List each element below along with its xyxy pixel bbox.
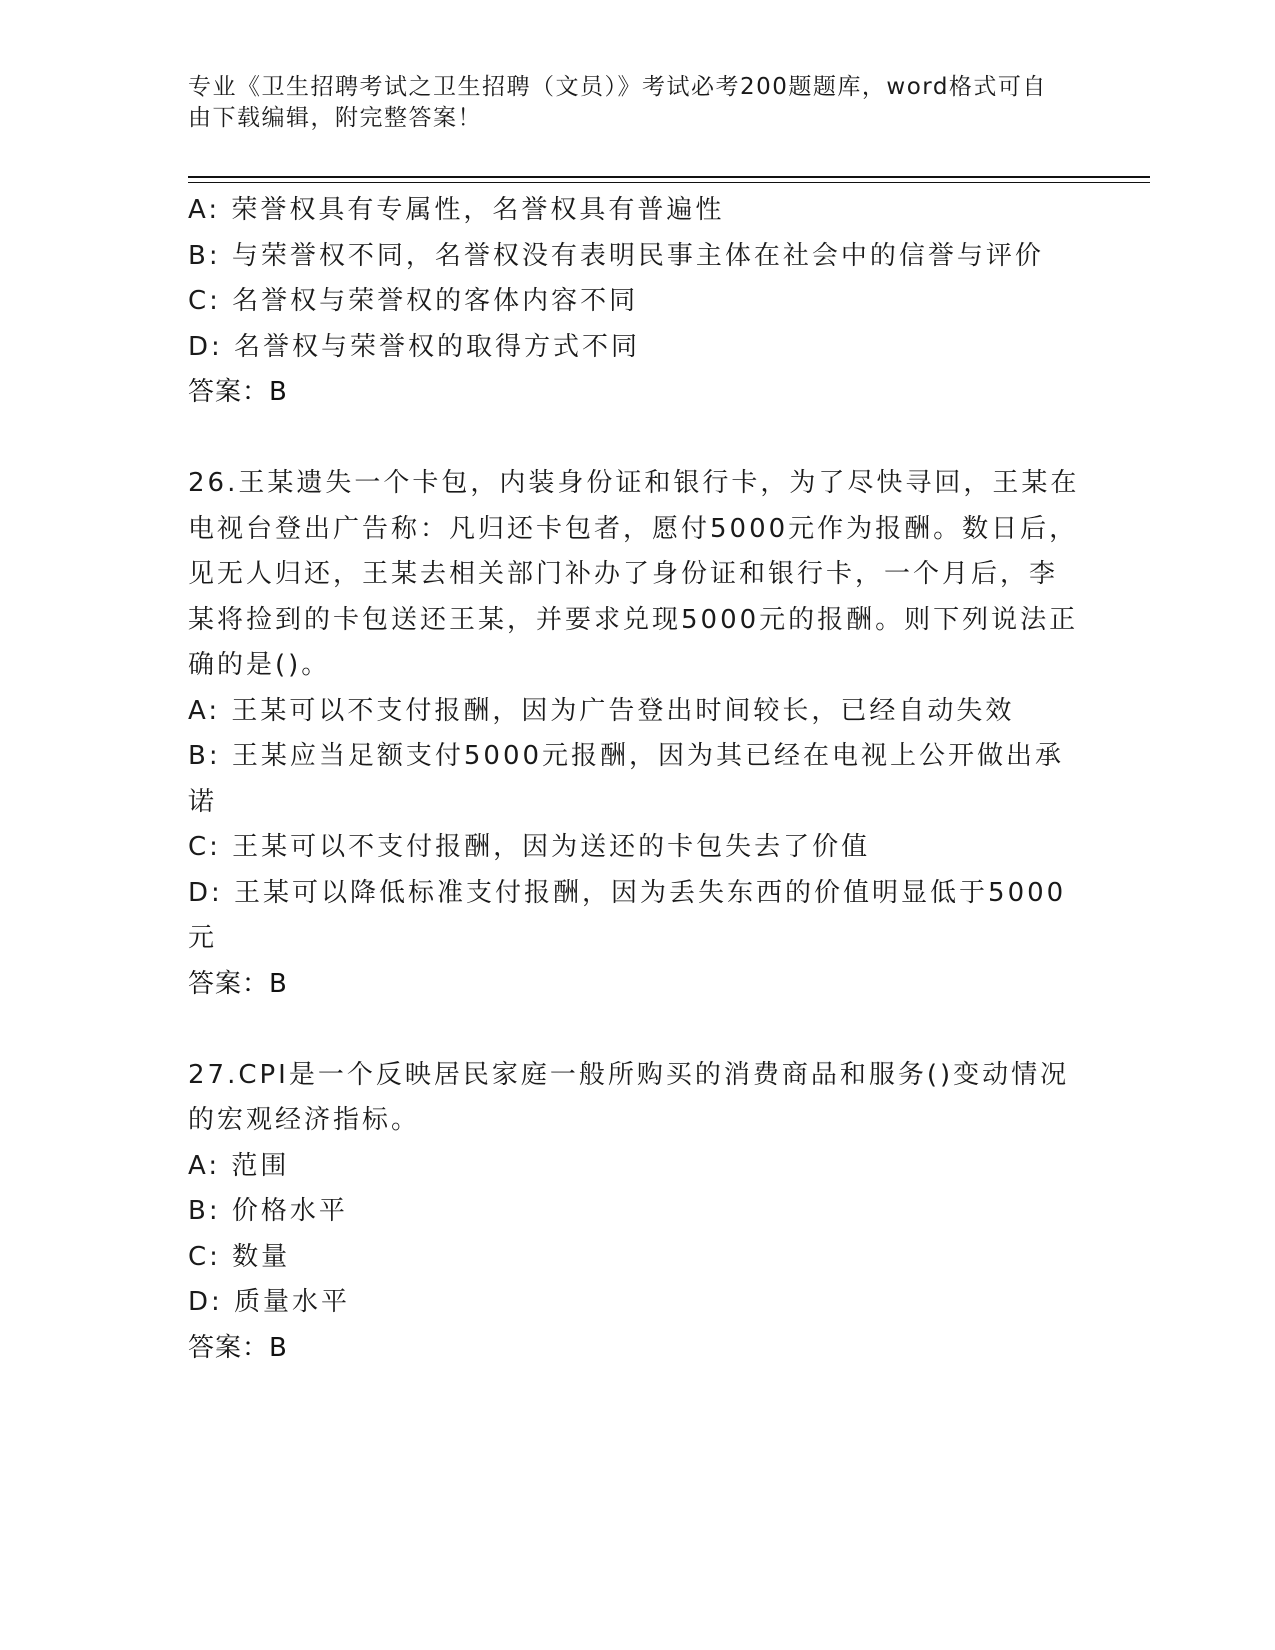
spacer (188, 1007, 1088, 1053)
q25-option-b: B: 与荣誉权不同，名誉权没有表明民事主体在社会中的信誉与评价 (188, 240, 1044, 271)
q26-option-b: B: 王某应当足额支付5000元报酬，因为其已经在电视上公开做出承 (188, 741, 1065, 771)
q25-answer: 答案：B (188, 377, 288, 407)
q26-stem-line-4: 某将捡到的卡包送还王某，并要求兑现5000元的报酬。则下列说法正 (188, 604, 1079, 635)
q26-option-d: D: 王某可以降低标准支付报酬，因为丢失东西的价值明显低于5000 (188, 877, 1067, 908)
q27-option-b: B: 价格水平 (188, 1196, 348, 1226)
q27-stem-line-1: 27.CPI是一个反映居民家庭一般所购买的消费商品和服务()变动情况 (188, 1059, 1070, 1090)
q27-option-a: A: 范围 (188, 1150, 290, 1181)
question-26-block (188, 461, 1088, 1007)
header-divider-thin (188, 182, 1150, 183)
q27-option-c: C: 数量 (188, 1241, 291, 1272)
q26-option-c: C: 王某可以不支付报酬，因为送还的卡包失去了价值 (188, 832, 871, 862)
q27-answer: 答案：B (188, 1332, 288, 1363)
question-content (188, 188, 1088, 1371)
spacer (188, 416, 1088, 462)
q26-stem-line-5: 确的是()。 (188, 650, 331, 680)
q26-stem-line-2: 电视台登出广告称：凡归还卡包者，愿付5000元作为报酬。数日后， (188, 513, 1079, 544)
question-27-block (188, 1053, 1088, 1372)
header-divider-thick (188, 176, 1150, 178)
q26-option-a: A: 王某可以不支付报酬，因为广告登出时间较长，已经自动失效 (188, 695, 1015, 726)
header-title-line-1: 专业《卫生招聘考试之卫生招聘（文员）》考试必考200题题库，word格式可自 (188, 74, 1047, 100)
q25-option-a: A: 荣誉权具有专属性，名誉权具有普遍性 (188, 195, 725, 225)
q26-stem-line-1: 26.王某遗失一个卡包，内装身份证和银行卡，为了尽快寻回，王某在 (188, 468, 1080, 498)
q26-option-d-cont: 元 (188, 923, 218, 953)
q26-option-b-cont: 诺 (188, 786, 218, 817)
document-header (188, 72, 1068, 134)
q27-option-d: D: 质量水平 (188, 1287, 351, 1317)
q26-stem-line-3: 见无人归还，王某去相关部门补办了身份证和银行卡，一个月后，李 (188, 559, 1059, 589)
q26-answer: 答案：B (188, 968, 288, 999)
question-25-block (188, 188, 1088, 416)
q27-stem-line-2: 的宏观经济指标。 (188, 1105, 421, 1135)
q25-option-d: D: 名誉权与荣誉权的取得方式不同 (188, 331, 641, 362)
q25-option-c: C: 名誉权与荣誉权的客体内容不同 (188, 286, 639, 316)
header-title-line-2: 由下载编辑，附完整答案！ (188, 105, 482, 131)
